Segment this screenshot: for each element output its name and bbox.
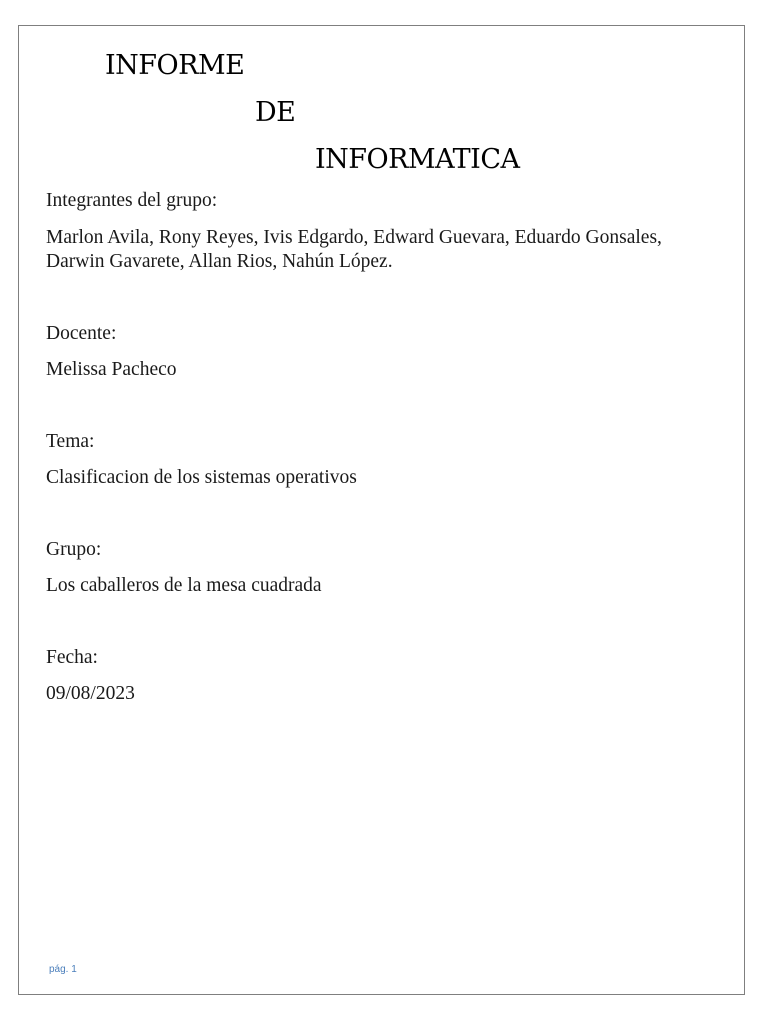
title-line-informatica: INFORMATICA [315, 144, 520, 175]
teacher-label: Docente: [46, 323, 117, 344]
page-number: pág. 1 [49, 964, 77, 975]
group-value: Los caballeros de la mesa cuadrada [46, 575, 322, 596]
document-page [18, 25, 745, 995]
topic-label: Tema: [46, 431, 95, 452]
date-value: 09/08/2023 [46, 683, 135, 704]
topic-value: Clasificacion de los sistemas operativos [46, 467, 357, 488]
date-label: Fecha: [46, 647, 98, 668]
title-line-informe: INFORME [105, 50, 245, 81]
members-value: Marlon Avila, Rony Reyes, Ivis Edgardo, Edward Guevara, Eduardo Gonsales, Darwin Gavarete, Allan Rios, Nahún López. [46, 227, 662, 272]
title-line-de: DE [255, 97, 296, 128]
group-label: Grupo: [46, 539, 102, 560]
teacher-value: Melissa Pacheco [46, 359, 177, 380]
members-label: Integrantes del grupo: [46, 190, 218, 211]
